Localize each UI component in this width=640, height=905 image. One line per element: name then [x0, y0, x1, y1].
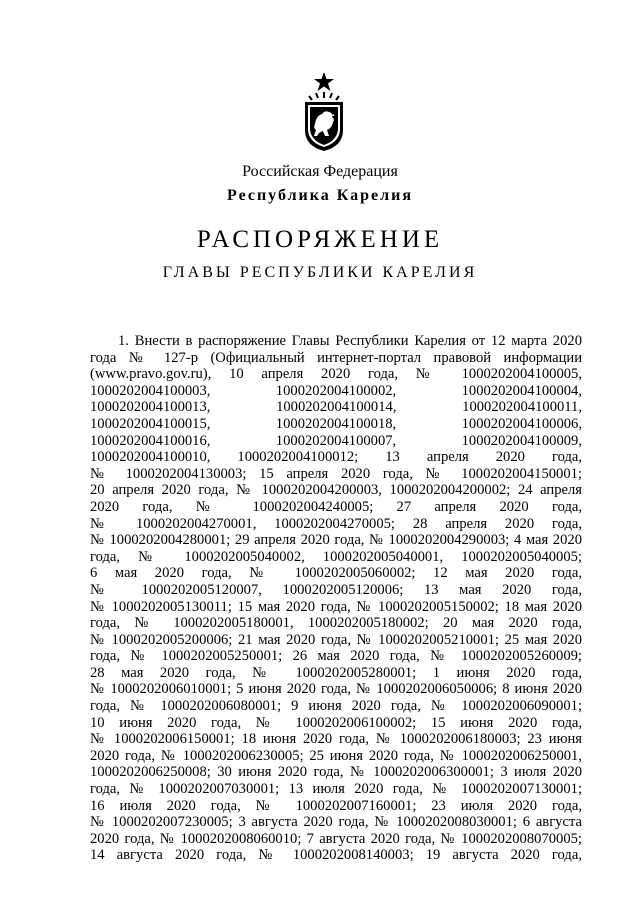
document-body — [90, 333, 582, 864]
body-line: 20 апреля 2020 года, № 1000202004200003, 1000202004200002; 24 апреля — [90, 482, 582, 499]
body-line: 1000202004100003, 1000202004100002, 1000202004100004, — [90, 382, 582, 399]
body-line: года, № 1000202005040002, 1000202005040001, 1000202005040005; — [90, 548, 582, 565]
body-line: № 1000202006150001; 18 июня 2020 года, № 1000202006180003; 23 июня — [90, 731, 582, 748]
body-line: 16 июля 2020 года, № 1000202007160001; 23 июля 2020 года, — [90, 797, 582, 814]
body-line: № 1000202004280001; 29 апреля 2020 года, № 1000202004290003; 4 мая 2020 — [90, 532, 582, 549]
document-type-title: РАСПОРЯЖЕНИЕ — [196, 226, 444, 253]
body-line: 6 мая 2020 года, № 1000202005060002; 12 мая 2020 года, — [90, 565, 582, 582]
body-line: 1000202004100013, 1000202004100014, 1000202004100011, — [90, 399, 582, 416]
body-line: (www.pravo.gov.ru), 10 апреля 2020 года, № 1000202004100005, — [90, 366, 582, 383]
body-line: года, № 1000202005180001, 1000202005180002; 20 мая 2020 года, — [90, 615, 582, 632]
body-line: 1000202004100015, 1000202004100018, 1000202004100006, — [90, 415, 582, 432]
body-line: № 1000202004130003; 15 апреля 2020 года, № 1000202004150001; — [90, 465, 582, 482]
body-line: 28 мая 2020 года, № 1000202005280001; 1 июня 2020 года, — [90, 664, 582, 681]
body-line: 2020 года, № 1000202004240005; 27 апреля 2020 года, — [90, 498, 582, 515]
body-line: 1. Внести в распоряжение Главы Республики Карелия от 12 марта 2020 — [118, 333, 582, 349]
body-line: № 1000202005200006; 21 мая 2020 года, № 1000202005210001; 25 мая 2020 — [90, 631, 582, 648]
body-line: № 1000202004270001, 1000202004270005; 28 апреля 2020 года, — [90, 515, 582, 532]
body-line: 14 августа 2020 года, № 1000202008140003; 19 августа 2020 года, — [90, 847, 582, 864]
body-line: № 1000202005120007, 1000202005120006; 13 мая 2020 года, — [90, 581, 582, 598]
body-line: года, № 1000202005250001; 26 мая 2020 года, № 1000202005260009; — [90, 648, 582, 665]
body-line: года № 127-р (Официальный интернет-портал правовой информации — [90, 349, 582, 366]
country-name: Российская Федерация — [242, 163, 398, 180]
body-line: 2020 года, № 1000202008060010; 7 августа 2020 года, № 1000202008070005; — [90, 830, 582, 847]
body-line: № 1000202005130011; 15 мая 2020 года, № 1000202005150002; 18 мая 2020 — [90, 598, 582, 615]
body-line: года, № 1000202006080001; 9 июня 2020 года, № 1000202006090001; — [90, 698, 582, 715]
body-line: № 1000202006010001; 5 июня 2020 года, № 1000202006050006; 8 июня 2020 — [90, 681, 582, 698]
body-line: 2020 года, № 1000202006230005; 25 июня 2020 года, № 1000202006250001, — [90, 747, 582, 764]
republic-name: Республика Карелия — [227, 187, 413, 204]
body-line: года, № 1000202007030001; 13 июля 2020 года, № 1000202007130001; — [90, 781, 582, 798]
body-line: 1000202004100010, 1000202004100012; 13 апреля 2020 года, — [90, 449, 582, 466]
body-line: 10 июня 2020 года, № 1000202006100002; 15 июня 2020 года, — [90, 714, 582, 731]
karelia-coat-of-arms-icon — [298, 72, 350, 152]
document-subtitle: ГЛАВЫ РЕСПУБЛИКИ КАРЕЛИЯ — [162, 264, 478, 281]
body-line: 1000202004100016, 1000202004100007, 1000202004100009, — [90, 432, 582, 449]
body-line: 1000202006250008; 30 июня 2020 года, № 1000202006300001; 3 июля 2020 — [90, 764, 582, 781]
body-line: № 1000202007230005; 3 августа 2020 года, № 1000202008030001; 6 августа — [90, 814, 582, 831]
